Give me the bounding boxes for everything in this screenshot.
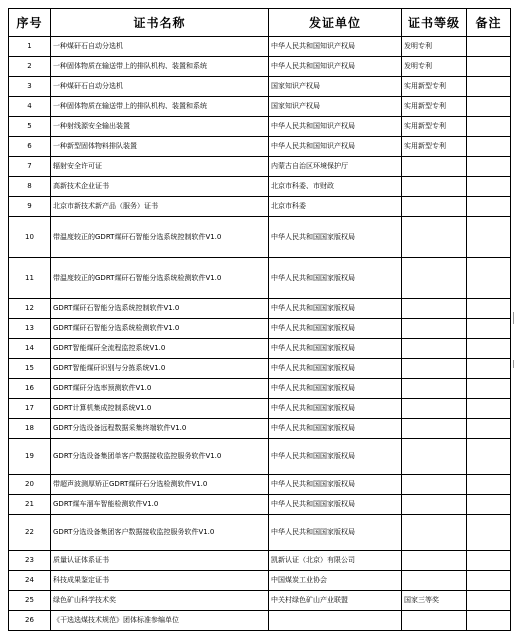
header-grade: 证书等级 [402, 9, 467, 37]
cell-name: GDRT计算机集成控制系统V1.0 [51, 399, 269, 419]
cell-remark [467, 117, 511, 137]
cell-issuer: 北京市科委、市财政 [269, 177, 402, 197]
cell-remark [467, 299, 511, 319]
cell-name: 带温度较正的GDRT煤矸石智能分选系统检测软件V1.0 [51, 258, 269, 299]
cell-grade: 实用新型专利 [402, 77, 467, 97]
cell-index: 17 [9, 399, 51, 419]
cell-index: 25 [9, 591, 51, 611]
table-row [9, 475, 511, 495]
table-row [9, 419, 511, 439]
cell-issuer: 中华人民共和国国家版权局 [269, 439, 402, 475]
cell-name: GDRT煤矸分选率预测软件V1.0 [51, 379, 269, 399]
cell-issuer: 中华人民共和国国家版权局 [269, 379, 402, 399]
cell-remark [467, 495, 511, 515]
cell-remark [467, 475, 511, 495]
cell-grade [402, 197, 467, 217]
cell-grade [402, 611, 467, 631]
cell-index: 8 [9, 177, 51, 197]
table-row [9, 495, 511, 515]
cell-grade [402, 379, 467, 399]
table-row [9, 611, 511, 631]
cell-remark [467, 258, 511, 299]
cell-name: 科技成果鉴定证书 [51, 571, 269, 591]
cell-issuer: 中华人民共和国国家版权局 [269, 495, 402, 515]
cell-remark [467, 439, 511, 475]
table-row [9, 137, 511, 157]
table-row [9, 379, 511, 399]
cell-index: 12 [9, 299, 51, 319]
cell-index: 20 [9, 475, 51, 495]
cell-issuer: 中华人民共和国国家版权局 [269, 258, 402, 299]
cell-name: GDRT煤矸石智能分选系统检测软件V1.0 [51, 319, 269, 339]
cell-index: 10 [9, 217, 51, 258]
cell-index: 4 [9, 97, 51, 117]
cell-index: 19 [9, 439, 51, 475]
cell-name: 带超声波测厚矫正GDRT煤矸石分选检测软件V1.0 [51, 475, 269, 495]
cell-issuer: 中华人民共和国知识产权局 [269, 117, 402, 137]
table-row [9, 359, 511, 379]
cell-grade [402, 359, 467, 379]
cell-name: 一种射线源安全输出装置 [51, 117, 269, 137]
cell-remark [467, 379, 511, 399]
table-row [9, 217, 511, 258]
table-row [9, 339, 511, 359]
cell-issuer: 国家知识产权局 [269, 77, 402, 97]
cell-remark [467, 515, 511, 551]
cell-index: 26 [9, 611, 51, 631]
cell-grade [402, 258, 467, 299]
cell-remark [467, 611, 511, 631]
cell-index: 23 [9, 551, 51, 571]
cell-name: 一种煤矸石自动分选机 [51, 37, 269, 57]
cell-name: GDRT分选设备集团单客户数据接收监控服务软件V1.0 [51, 439, 269, 475]
cell-issuer: 国家知识产权局 [269, 97, 402, 117]
cell-name: 一种煤矸石自动分选机 [51, 77, 269, 97]
cell-grade [402, 439, 467, 475]
cell-remark [467, 177, 511, 197]
cell-issuer: 中华人民共和国国家版权局 [269, 217, 402, 258]
table-row [9, 258, 511, 299]
cell-index: 9 [9, 197, 51, 217]
cell-issuer: 中华人民共和国国家版权局 [269, 399, 402, 419]
cell-grade: 国家三等奖 [402, 591, 467, 611]
cell-name: 辐射安全许可证 [51, 157, 269, 177]
table-row [9, 319, 511, 339]
cell-grade [402, 475, 467, 495]
cell-remark [467, 551, 511, 571]
cell-name: GDRT分选设备远程数据采集终端软件V1.0 [51, 419, 269, 439]
cell-index: 1 [9, 37, 51, 57]
cell-remark [467, 57, 511, 77]
cell-remark [467, 197, 511, 217]
table-row [9, 117, 511, 137]
table-row [9, 77, 511, 97]
cell-name: 一种固体物质在输送带上的排队机构、装置和系统 [51, 57, 269, 77]
table-row [9, 37, 511, 57]
table-row [9, 157, 511, 177]
cell-remark [467, 399, 511, 419]
cell-grade [402, 419, 467, 439]
cell-remark [467, 77, 511, 97]
cell-index: 3 [9, 77, 51, 97]
cell-issuer: 中华人民共和国知识产权局 [269, 137, 402, 157]
page-edge-mark [513, 312, 514, 324]
table-row [9, 97, 511, 117]
cell-grade [402, 299, 467, 319]
cell-grade [402, 571, 467, 591]
cell-name: 绿色矿山科学技术奖 [51, 591, 269, 611]
cell-index: 11 [9, 258, 51, 299]
cell-index: 2 [9, 57, 51, 77]
table-row [9, 439, 511, 475]
cell-index: 13 [9, 319, 51, 339]
cell-issuer: 凯新认证（北京）有限公司 [269, 551, 402, 571]
cell-issuer: 中华人民共和国国家版权局 [269, 299, 402, 319]
cell-grade: 实用新型专利 [402, 137, 467, 157]
certificate-table [8, 8, 511, 631]
cell-issuer: 中华人民共和国国家版权局 [269, 419, 402, 439]
cell-issuer: 中华人民共和国国家版权局 [269, 475, 402, 495]
cell-index: 5 [9, 117, 51, 137]
cell-remark [467, 419, 511, 439]
cell-name: 北京市新技术新产品（服务）证书 [51, 197, 269, 217]
cell-issuer: 中华人民共和国国家版权局 [269, 359, 402, 379]
cell-grade: 发明专利 [402, 57, 467, 77]
cell-grade: 实用新型专利 [402, 117, 467, 137]
cell-issuer: 中华人民共和国国家版权局 [269, 515, 402, 551]
cell-remark [467, 137, 511, 157]
cell-name: GDRT煤车溜车智能检测软件V1.0 [51, 495, 269, 515]
cell-index: 18 [9, 419, 51, 439]
cell-grade: 发明专利 [402, 37, 467, 57]
cell-name: 带温度较正的GDRT煤矸石智能分选系统控制软件V1.0 [51, 217, 269, 258]
cell-grade [402, 339, 467, 359]
header-name: 证书名称 [51, 9, 269, 37]
cell-name: 一种新型固体物料排队装置 [51, 137, 269, 157]
table-row [9, 197, 511, 217]
cell-name: GDRT智能煤矸识别与分拣系统V1.0 [51, 359, 269, 379]
cell-issuer: 北京市科委 [269, 197, 402, 217]
header-index: 序号 [9, 9, 51, 37]
cell-grade [402, 177, 467, 197]
cell-index: 14 [9, 339, 51, 359]
cell-issuer [269, 611, 402, 631]
cell-name: 《干选选煤技术规范》团体标准参编单位 [51, 611, 269, 631]
table-row [9, 571, 511, 591]
cell-index: 6 [9, 137, 51, 157]
cell-remark [467, 359, 511, 379]
cell-grade: 实用新型专利 [402, 97, 467, 117]
table-row [9, 551, 511, 571]
cell-grade [402, 399, 467, 419]
cell-remark [467, 217, 511, 258]
cell-issuer: 中华人民共和国国家版权局 [269, 339, 402, 359]
cell-issuer: 中华人民共和国知识产权局 [269, 57, 402, 77]
page-edge-mark [513, 360, 514, 368]
cell-index: 15 [9, 359, 51, 379]
cell-name: 高新技术企业证书 [51, 177, 269, 197]
cell-remark [467, 591, 511, 611]
cell-grade [402, 551, 467, 571]
cell-index: 24 [9, 571, 51, 591]
cell-grade [402, 217, 467, 258]
cell-remark [467, 157, 511, 177]
cell-name: GDRT智能煤矸全流程监控系统V1.0 [51, 339, 269, 359]
cell-name: GDRT分选设备集团客户数据接收监控服务软件V1.0 [51, 515, 269, 551]
cell-issuer: 中关村绿色矿山产业联盟 [269, 591, 402, 611]
table-row [9, 591, 511, 611]
cell-issuer: 中华人民共和国知识产权局 [269, 37, 402, 57]
table-row [9, 515, 511, 551]
cell-index: 22 [9, 515, 51, 551]
cell-grade [402, 157, 467, 177]
header-remark: 备注 [467, 9, 511, 37]
cell-issuer: 内蒙古自治区环境保护厅 [269, 157, 402, 177]
cell-remark [467, 319, 511, 339]
cell-remark [467, 571, 511, 591]
cell-remark [467, 97, 511, 117]
cell-name: 一种固体物质在输送带上的排队机构、装置和系统 [51, 97, 269, 117]
table-row [9, 177, 511, 197]
table-row [9, 399, 511, 419]
cell-grade [402, 319, 467, 339]
cell-issuer: 中国煤炭工业协会 [269, 571, 402, 591]
cell-index: 7 [9, 157, 51, 177]
cell-grade [402, 515, 467, 551]
header-row [9, 9, 511, 37]
cell-issuer: 中华人民共和国国家版权局 [269, 319, 402, 339]
table-row [9, 57, 511, 77]
cell-name: 质量认证体系证书 [51, 551, 269, 571]
cell-remark [467, 37, 511, 57]
cell-index: 21 [9, 495, 51, 515]
cell-grade [402, 495, 467, 515]
table-row [9, 299, 511, 319]
cell-remark [467, 339, 511, 359]
cell-index: 16 [9, 379, 51, 399]
header-issuer: 发证单位 [269, 9, 402, 37]
cell-name: GDRT煤矸石智能分选系统控制软件V1.0 [51, 299, 269, 319]
